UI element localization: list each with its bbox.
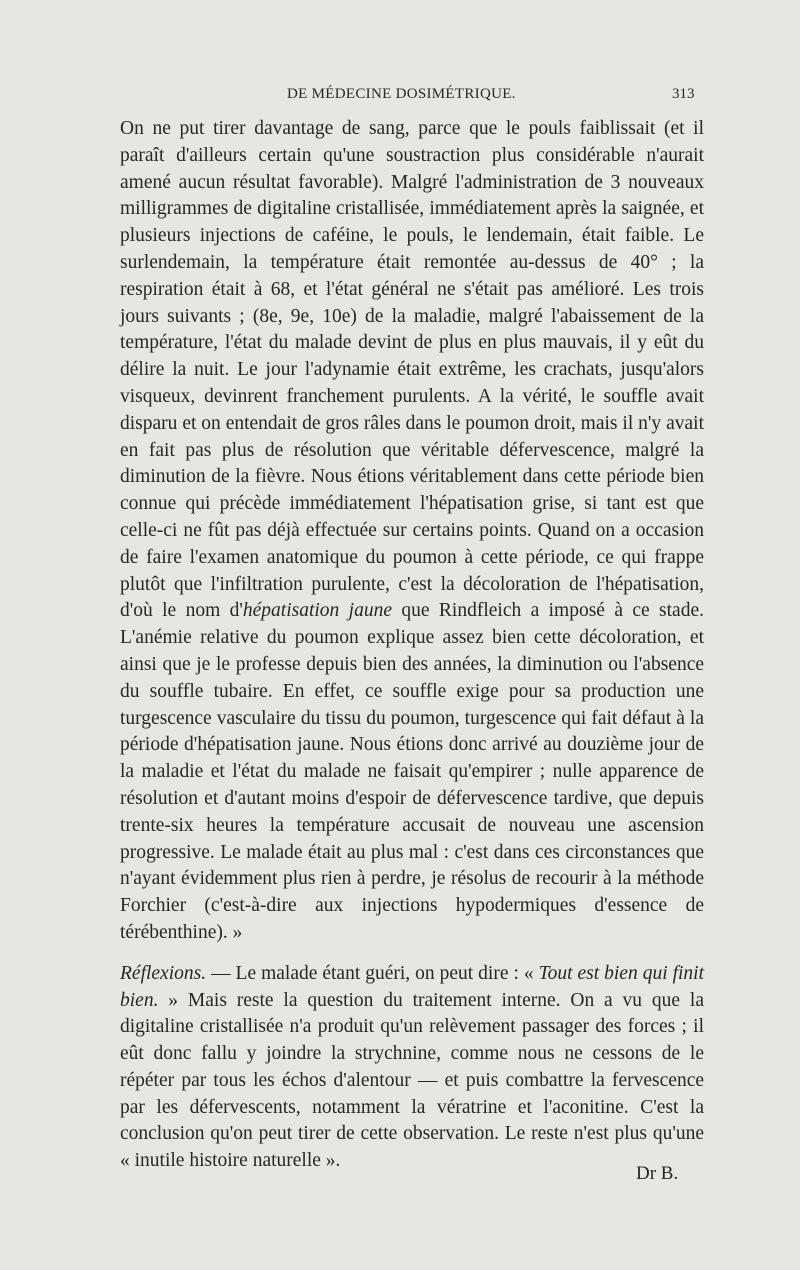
italic-quote: Tout est bien qui finit bien.: [120, 962, 704, 1011]
paragraph-observation: [120, 116, 704, 947]
page-header: [0, 86, 800, 108]
italic-term: hépatisation jaune: [242, 600, 393, 622]
running-title: DE MÉDECINE DOSIMÉTRIQUE.: [287, 86, 516, 102]
page-number: 313: [672, 86, 695, 102]
paragraph-text-continued: » Mais reste la question du traitement interne. On a vu que la digitaline cristallisée n'a produit qu'un relèvement passager des forces ; il eût donc fallu y joindre la strychnine, comme nous ne cessons de le répéter par tous les échos d'alentour — et puis combattre la fervescence par les défervescents, notamment la vératrine et l'aconitine. C'est la conclusion qu'on peut tirer de cette observation. Le reste n'est plus qu'une « inutile histoire naturelle ».: [120, 989, 704, 1172]
reflexions-label: Réflexions.: [120, 962, 207, 984]
paragraph-text: — Le malade étant guéri, on peut dire : «: [206, 962, 539, 984]
paragraph-text-continued: que Rindfleich a imposé à ce stade. L'anémie relative du poumon explique assez bien cette décoloration, et ainsi que je le professe depuis bien des années, la diminution ou l'absence du souffle tubaire. En effet, ce souffle exige pour sa production une turgescence vasculaire du tissu du poumon, turgescence qui fait défaut à la période d'hépatisation jaune. Nous étions donc arrivé au douzième jour de la maladie et l'état du malade ne faisait qu'empirer ; nulle apparence de résolution et d'autant moins d'espoir de défervescence tardive, que depuis trente-six heures la température accusait de nouveau une ascension progressive. Le malade était au plus mal : c'est dans ces circonstances que n'ayant évidemment plus rien à perdre, je résolus de recourir à la méthode Forchier (c'est-à-dire aux injections hypodermiques d'essence de térébenthine). »: [120, 600, 704, 943]
body-text: [120, 116, 704, 1175]
paragraph-text: On ne put tirer davantage de sang, parce que le pouls faiblissait (et il paraît d'ailleurs certain qu'une soustraction plus considérable n'aurait amené aucun résultat favorable). Malgré l'administration de 3 nouveaux milligrammes de digitaline cristallisée, immédiatement après la saignée, et plusieurs injections de caféine, le pouls, le lendemain, était faible. Le surlendemain, la température était remontée au-dessus de 40° ; la respiration était à 68, et l'état général ne s'était pas amélioré. Les trois jours suivants ; (8e, 9e, 10e) de la maladie, malgré l'abaissement de la température, l'état du malade devint de plus en plus mauvais, il y eût du délire la nuit. Le jour l'adynamie était extrême, les crachats, jusqu'alors visqueux, devinrent franchement purulents. A la vérité, le souffle avait disparu et on entendait de gros râles dans le poumon droit, mais il n'y avait en fait pas plus de résolution que véritable défervescence, malgré la diminution de la fièvre. Nous étions véritablement dans cette période bien connue qui précède immédiatement l'hépatisation grise, si tant est que celle-ci ne fût pas déjà effectuée sur certains points. Quand on a occasion de faire l'examen anatomique du poumon à cette période, ce qui frappe plutôt que l'infiltration purulente, c'est la décoloration de l'hépatisation, d'où le nom d': [120, 118, 704, 622]
signature: Dr B.: [636, 1163, 679, 1184]
paragraph-reflexions: [120, 961, 704, 1175]
